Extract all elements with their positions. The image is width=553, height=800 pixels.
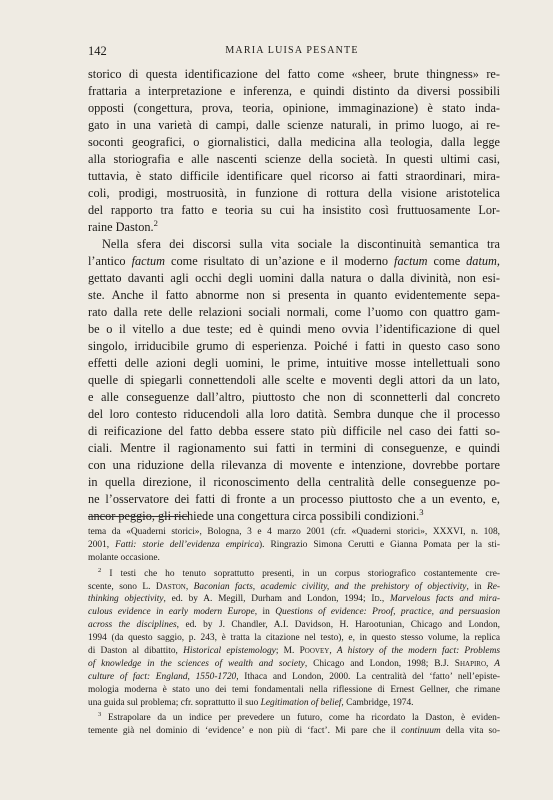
text-span: come: [427, 254, 467, 268]
footnote-ref: 3: [419, 506, 424, 517]
italic-term: factum: [394, 254, 428, 268]
paragraph-start-line: Nella sfera dei discorsi sulla vita sociale la discontinuità semantica tra: [102, 237, 500, 251]
text-line: effetti delle azioni degli uomini, le prime, intuitive mosse intellettuali sono: [88, 356, 500, 370]
text-line: di reificazione del fatto debba essere stato più difficile nel caso dei fatti so-: [88, 424, 500, 438]
footnote-number: 2: [98, 566, 102, 574]
footnote-number: 3: [98, 711, 102, 719]
text-span: , ed. by A. Megill, Durham and London, 1994;: [163, 594, 372, 605]
footnote-line: [88, 606, 500, 619]
text-line: be o il vitello a due teste; ed è quindi meno ovvia l’identificazione di quel: [88, 322, 500, 336]
text-line: frattaria a interpretazione e inferenza, e quindi distinto da diversi possibili: [88, 84, 500, 98]
text-line: [88, 253, 500, 270]
paragraph-end-line: [88, 219, 500, 236]
text-span: , Cambridge, 1974.: [341, 697, 414, 708]
footnote-line: [88, 619, 500, 632]
italic-title: Historical epistemology: [183, 646, 276, 657]
page-number: 142: [88, 44, 107, 58]
text-line: opposti (congettura, prova, teoria, opinione, immaginazione) è stato inda-: [88, 101, 500, 115]
italic-title: culous evidence in early modern Europe: [88, 607, 255, 618]
text-span: ,: [329, 646, 337, 657]
footnote-line: molante occasione.: [88, 552, 160, 563]
text-span: come risultato di un’azione e il moderno: [165, 254, 395, 268]
text-span: I testi che ho tenuto soprattutto presenti, in un corpus storiografico costantemente cre-: [101, 568, 500, 579]
text-span: ,: [381, 594, 391, 605]
text-line: gato in una varietà di campi, dalle scienze naturali, in primo luogo, ai re-: [88, 118, 500, 132]
text-span: temente già nel dominio di ‘evidence’ e non più di ‘fact’. Mi pare che il: [88, 726, 402, 737]
text-span: della vita so-: [440, 726, 500, 737]
text-line: gettato davanti agli occhi degli uomini dalla natura o dalla divinità, non esi-: [88, 271, 500, 285]
italic-title: Marvelous facts and mira-: [390, 594, 500, 605]
italic-title: A history of the modern fact: Problems: [336, 646, 500, 657]
text-line: rato dalla rete delle relazioni sociali normali, come l’uomo con quattro gam-: [88, 305, 500, 319]
footnote-separator: [88, 516, 188, 517]
footnote-line: 1994 (da questo saggio, p. 243, è tratta la citazione nel testo), e, in questo stesso volume, la replica: [88, 633, 500, 644]
text-span: raine Daston.: [88, 220, 154, 234]
main-text: [88, 66, 500, 525]
italic-title: culture of fact: England, 1550-1720: [88, 671, 237, 682]
text-span: , ed. by J. Chandler, A.I. Davidson, H. Harootunian, Chicago and London,: [176, 620, 501, 631]
footnote-line: [88, 697, 500, 710]
footnote-line: [88, 658, 500, 671]
text-span: l’antico: [88, 254, 132, 268]
footnote-line: [88, 671, 500, 684]
italic-title: thinking objectivity: [88, 594, 164, 605]
text-line: storico di questa identificazione del fatto come «sheer, brute thingness» re-: [88, 67, 500, 81]
footnote-ref: 2: [153, 217, 158, 228]
author-smallcaps: Id.: [371, 594, 382, 605]
text-span: ,: [185, 581, 194, 592]
text-line: in quella direzione, il riconoscimento della centralità delle conseguenze po-: [88, 475, 500, 489]
text-line: alla storiografia e alle nascenti scienze della società. In questi ultimi casi,: [88, 152, 500, 166]
footnote-line: [88, 725, 500, 738]
text-span: , in: [466, 581, 487, 592]
italic-title: Re-: [487, 581, 501, 592]
text-line: ciali. Mentre il ragionamento sui fatti in termini di conseguenze, e quindi: [88, 441, 500, 455]
text-line: del rapporto tra fatto e teoria su cui ha insistito così fruttuosamente Lor-: [88, 203, 500, 217]
italic-title: Baconian facts, academic civility, and the prehistory of objectivity: [193, 581, 467, 592]
text-span: , Chicago and London, 1998; B.J.: [304, 658, 455, 669]
footnote-line: [88, 593, 500, 606]
text-span: scente, sono L.: [88, 581, 156, 592]
text-span: ). Ringrazio Simona Cerutti e Gianna Pomata per la sti-: [259, 539, 500, 550]
author-smallcaps: Poovey: [299, 646, 330, 657]
italic-title: Questions of evidence: Proof, practice, and persuasion: [275, 607, 501, 618]
italic-term: datum,: [466, 254, 500, 268]
text-line: e alle conseguenze dall’altro, piuttosto che non di sconnetterli dal concreto: [88, 390, 500, 404]
running-head: MARIA LUISA PESANTE: [225, 45, 359, 56]
footnote-3-start: [88, 712, 500, 725]
text-line: con una riduzione della rilevanza di movente e intenzione, dovrebbe portare: [88, 458, 500, 472]
text-line: ne l’osservatore dei fatti di fronte a un processo piuttosto che a un evento, e,: [88, 492, 500, 506]
italic-title: Legitimation of belief: [260, 697, 342, 708]
footnote-line: mologia moderna è stato uno dei temi fondamentali nella riflessione di Ernest Gellner, che rimane: [88, 684, 500, 695]
text-line: soconti geografici, o giornalistici, dalla medicina alla teologia, dalla legge: [88, 135, 500, 149]
text-span: una guida sul problema; cfr. soprattutto il suo: [88, 697, 261, 708]
italic-term: continuum: [401, 726, 441, 737]
footnote-line: tema da «Quaderni storici», Bologna, 3 e 4 marzo 2001 (cfr. «Quaderni storici», XXXVI, n. 108,: [88, 527, 500, 537]
text-line: quelle di spiegarli connettendoli alle scelte e moventi degli attori da un lato,: [88, 373, 500, 387]
italic-title: Fatti: storie dell’evidenza empirica: [115, 539, 260, 550]
italic-title: of knowledge in the sciences of wealth and society: [88, 658, 305, 669]
text-span: ,: [486, 658, 495, 669]
text-line: ste. Anche il fatto abnorme non si presenta in quanto evidentemente sepa-: [88, 288, 500, 302]
footnote-2-start: [88, 568, 500, 581]
text-span: , Ithaca and London, 2000. La centralità del ‘fatto’ nell’episte-: [236, 671, 500, 682]
page-header: [88, 44, 496, 60]
footnote-line: [88, 645, 500, 658]
footnote-line: [88, 539, 500, 552]
text-span: , in: [254, 607, 276, 618]
text-line: singolo, irriducibile grumo di esperienza. Poiché i fatti in questo caso sono: [88, 339, 500, 353]
text-span: ; M.: [275, 646, 300, 657]
text-line: tuttavia, è stato difficile identificare quel ricorso ai fatti straordinari, mira-: [88, 169, 500, 183]
text-span: di Daston al dibattito,: [88, 646, 184, 657]
footnotes: [88, 526, 500, 738]
text-line: del loro contesto riducendoli alla loro datità. Sembra dunque che il processo: [88, 407, 500, 421]
author-smallcaps: Daston: [155, 581, 186, 592]
italic-term: factum: [131, 254, 166, 268]
text-line: coli, prodigi, mostruosità, in funzione di rottura della visione aristotelica: [88, 186, 500, 200]
text-span: 2001,: [88, 539, 116, 550]
italic-title: A: [494, 658, 500, 669]
italic-title: across the disciplines: [88, 620, 177, 631]
text-span: Estrapolare da un indice per prevedere un futuro, come ha ricordato la Daston, è eviden-: [101, 713, 500, 724]
author-smallcaps: Shapiro: [454, 658, 487, 669]
text-span: ancor peggio, gli richiede una congettura circa possibili condizioni.: [88, 509, 420, 523]
footnote-line: [88, 581, 500, 594]
